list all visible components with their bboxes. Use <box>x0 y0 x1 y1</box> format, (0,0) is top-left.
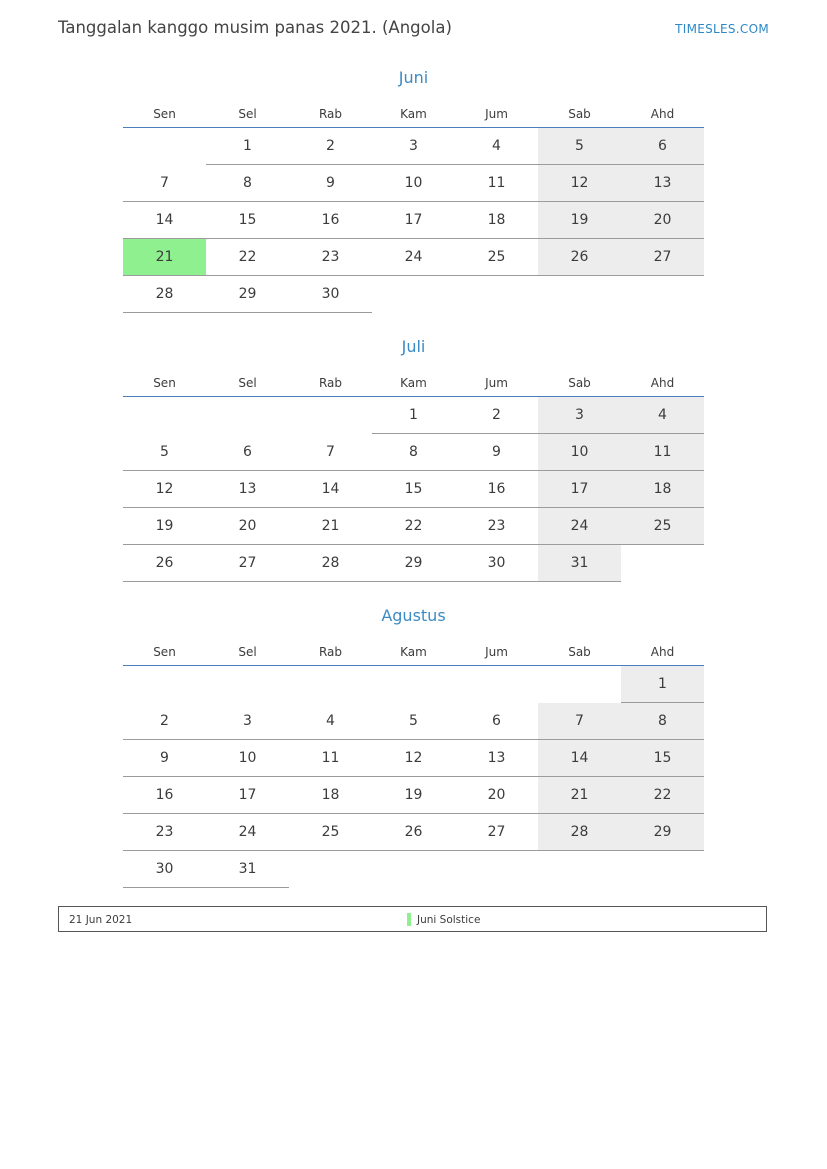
day-cell-empty <box>123 128 206 165</box>
day-cell-empty <box>289 666 372 703</box>
day-cell[interactable]: 14 <box>123 202 206 239</box>
day-cell[interactable]: 8 <box>206 165 289 202</box>
month-title: Agustus <box>381 606 446 625</box>
day-cell[interactable]: 2 <box>289 128 372 165</box>
day-cell[interactable]: 24 <box>206 814 289 851</box>
day-cell[interactable]: 20 <box>206 508 289 545</box>
day-cell[interactable]: 22 <box>372 508 455 545</box>
day-cell[interactable]: 4 <box>455 128 538 165</box>
day-cell[interactable]: 20 <box>621 202 704 239</box>
day-cell[interactable]: 19 <box>372 777 455 814</box>
day-cell[interactable]: 25 <box>621 508 704 545</box>
day-cell[interactable]: 6 <box>455 703 538 740</box>
day-cell[interactable]: 23 <box>455 508 538 545</box>
day-cell[interactable]: 29 <box>372 545 455 582</box>
day-cell[interactable]: 21 <box>538 777 621 814</box>
weekday-header-row <box>123 101 704 128</box>
day-cell[interactable]: 17 <box>372 202 455 239</box>
day-cell[interactable]: 15 <box>206 202 289 239</box>
day-cell[interactable]: 28 <box>538 814 621 851</box>
month-grid <box>123 370 704 582</box>
day-cell[interactable]: 30 <box>123 851 206 888</box>
weekday-header-sab: Sab <box>538 101 621 128</box>
month-grid <box>123 101 704 313</box>
day-cell-empty <box>206 666 289 703</box>
day-cell[interactable]: 3 <box>538 397 621 434</box>
legend-date: 21 Jun 2021 <box>69 914 133 926</box>
day-cell[interactable]: 9 <box>123 740 206 777</box>
day-cell[interactable]: 21 <box>123 239 206 276</box>
weekday-header-kam: Kam <box>372 101 455 128</box>
day-cell[interactable]: 19 <box>123 508 206 545</box>
day-cell[interactable]: 4 <box>621 397 704 434</box>
day-cell[interactable]: 5 <box>123 434 206 471</box>
day-cell[interactable]: 26 <box>123 545 206 582</box>
weekday-header-sel: Sel <box>206 370 289 397</box>
day-cell[interactable]: 9 <box>289 165 372 202</box>
day-cell[interactable]: 9 <box>455 434 538 471</box>
day-cell[interactable]: 22 <box>206 239 289 276</box>
day-cell[interactable]: 30 <box>289 276 372 313</box>
day-cell[interactable]: 27 <box>621 239 704 276</box>
day-cell[interactable]: 17 <box>206 777 289 814</box>
weekday-header-sab: Sab <box>538 639 621 666</box>
day-cell[interactable]: 21 <box>289 508 372 545</box>
legend-label: Juni Solstice <box>417 914 481 926</box>
day-cell[interactable]: 14 <box>289 471 372 508</box>
day-cell[interactable]: 23 <box>289 239 372 276</box>
week-row <box>123 165 704 202</box>
day-cell[interactable]: 18 <box>289 777 372 814</box>
day-cell[interactable]: 15 <box>372 471 455 508</box>
week-row <box>123 545 704 582</box>
week-row <box>123 202 704 239</box>
day-cell[interactable]: 29 <box>621 814 704 851</box>
day-cell[interactable]: 16 <box>289 202 372 239</box>
month-body <box>123 128 704 313</box>
week-row <box>123 471 704 508</box>
week-row <box>123 851 704 888</box>
weekday-header-sel: Sel <box>206 639 289 666</box>
day-cell[interactable]: 4 <box>289 703 372 740</box>
day-cell[interactable]: 22 <box>621 777 704 814</box>
weekday-header-kam: Kam <box>372 370 455 397</box>
day-cell[interactable]: 18 <box>621 471 704 508</box>
day-cell[interactable]: 2 <box>123 703 206 740</box>
page-title: Tanggalan kanggo musim panas 2021. (Angola) <box>58 18 452 37</box>
day-cell[interactable]: 24 <box>538 508 621 545</box>
weekday-header-sen: Sen <box>123 370 206 397</box>
day-cell-empty <box>206 397 289 434</box>
weekday-header-sen: Sen <box>123 101 206 128</box>
week-row <box>123 276 704 313</box>
day-cell[interactable]: 6 <box>621 128 704 165</box>
month-block-agustus <box>123 606 704 888</box>
day-cell[interactable]: 3 <box>372 128 455 165</box>
day-cell[interactable]: 28 <box>289 545 372 582</box>
weekday-header-row <box>123 639 704 666</box>
day-cell[interactable]: 26 <box>372 814 455 851</box>
day-cell-empty <box>455 666 538 703</box>
day-cell[interactable]: 1 <box>621 666 704 703</box>
day-cell[interactable]: 11 <box>621 434 704 471</box>
day-cell[interactable]: 7 <box>538 703 621 740</box>
weekday-header-ahd: Ahd <box>621 370 704 397</box>
day-cell[interactable]: 19 <box>538 202 621 239</box>
day-cell[interactable]: 16 <box>123 777 206 814</box>
weekday-header-row <box>123 370 704 397</box>
day-cell[interactable]: 8 <box>621 703 704 740</box>
week-row <box>123 703 704 740</box>
day-cell[interactable]: 6 <box>206 434 289 471</box>
day-cell[interactable]: 16 <box>455 471 538 508</box>
week-row <box>123 666 704 703</box>
day-cell[interactable]: 15 <box>621 740 704 777</box>
weekday-header-ahd: Ahd <box>621 639 704 666</box>
week-row <box>123 239 704 276</box>
day-cell[interactable]: 14 <box>538 740 621 777</box>
day-cell[interactable]: 31 <box>538 545 621 582</box>
legend-color-swatch <box>407 913 411 926</box>
day-cell-empty <box>538 666 621 703</box>
day-cell[interactable]: 10 <box>538 434 621 471</box>
day-cell[interactable]: 2 <box>455 397 538 434</box>
weekday-header-jum: Jum <box>455 639 538 666</box>
day-cell[interactable]: 17 <box>538 471 621 508</box>
day-cell-empty <box>372 851 455 888</box>
day-cell[interactable]: 1 <box>372 397 455 434</box>
day-cell-empty <box>455 276 538 313</box>
day-cell[interactable]: 13 <box>206 471 289 508</box>
day-cell-empty <box>289 397 372 434</box>
day-cell-empty <box>621 545 704 582</box>
day-cell-empty <box>538 276 621 313</box>
day-cell[interactable]: 13 <box>455 740 538 777</box>
month-body <box>123 666 704 888</box>
day-cell[interactable]: 18 <box>455 202 538 239</box>
day-cell[interactable]: 13 <box>621 165 704 202</box>
day-cell[interactable]: 30 <box>455 545 538 582</box>
day-cell[interactable]: 5 <box>538 128 621 165</box>
week-row <box>123 777 704 814</box>
day-cell[interactable]: 11 <box>289 740 372 777</box>
day-cell-empty <box>123 397 206 434</box>
month-title: Juli <box>401 337 426 356</box>
day-cell[interactable]: 1 <box>206 128 289 165</box>
day-cell[interactable]: 28 <box>123 276 206 313</box>
day-cell[interactable]: 23 <box>123 814 206 851</box>
day-cell[interactable]: 31 <box>206 851 289 888</box>
day-cell[interactable]: 26 <box>538 239 621 276</box>
week-row <box>123 128 704 165</box>
weekday-header-sen: Sen <box>123 639 206 666</box>
month-grid <box>123 639 704 888</box>
day-cell[interactable]: 11 <box>455 165 538 202</box>
day-cell[interactable]: 27 <box>206 545 289 582</box>
weekday-header-sab: Sab <box>538 370 621 397</box>
weekday-header-rab: Rab <box>289 639 372 666</box>
day-cell-empty <box>621 851 704 888</box>
day-cell[interactable]: 25 <box>455 239 538 276</box>
week-row <box>123 508 704 545</box>
day-cell-empty <box>455 851 538 888</box>
day-cell[interactable]: 25 <box>289 814 372 851</box>
week-row <box>123 814 704 851</box>
day-cell[interactable]: 5 <box>372 703 455 740</box>
day-cell[interactable]: 24 <box>372 239 455 276</box>
weekday-header-jum: Jum <box>455 101 538 128</box>
month-block-juli <box>123 337 704 582</box>
day-cell[interactable]: 8 <box>372 434 455 471</box>
day-cell-empty <box>538 851 621 888</box>
weekday-header-jum: Jum <box>455 370 538 397</box>
day-cell-empty <box>372 666 455 703</box>
week-row <box>123 740 704 777</box>
day-cell[interactable]: 12 <box>372 740 455 777</box>
weekday-header-ahd: Ahd <box>621 101 704 128</box>
week-row <box>123 434 704 471</box>
month-body <box>123 397 704 582</box>
day-cell-empty <box>289 851 372 888</box>
day-cell[interactable]: 20 <box>455 777 538 814</box>
weekday-header-rab: Rab <box>289 370 372 397</box>
day-cell[interactable]: 29 <box>206 276 289 313</box>
day-cell-empty <box>621 276 704 313</box>
week-row <box>123 397 704 434</box>
day-cell[interactable]: 12 <box>123 471 206 508</box>
day-cell[interactable]: 7 <box>289 434 372 471</box>
brand-label[interactable]: TIMESLES.COM <box>675 22 769 36</box>
day-cell[interactable]: 27 <box>455 814 538 851</box>
month-block-juni <box>123 68 704 313</box>
day-cell[interactable]: 10 <box>372 165 455 202</box>
weekday-header-rab: Rab <box>289 101 372 128</box>
day-cell-empty <box>372 276 455 313</box>
page-header <box>58 18 769 48</box>
day-cell[interactable]: 12 <box>538 165 621 202</box>
day-cell[interactable]: 10 <box>206 740 289 777</box>
weekday-header-sel: Sel <box>206 101 289 128</box>
day-cell[interactable]: 7 <box>123 165 206 202</box>
day-cell-empty <box>123 666 206 703</box>
weekday-header-kam: Kam <box>372 639 455 666</box>
legend-bar <box>58 906 767 932</box>
day-cell[interactable]: 3 <box>206 703 289 740</box>
month-title: Juni <box>398 68 429 87</box>
